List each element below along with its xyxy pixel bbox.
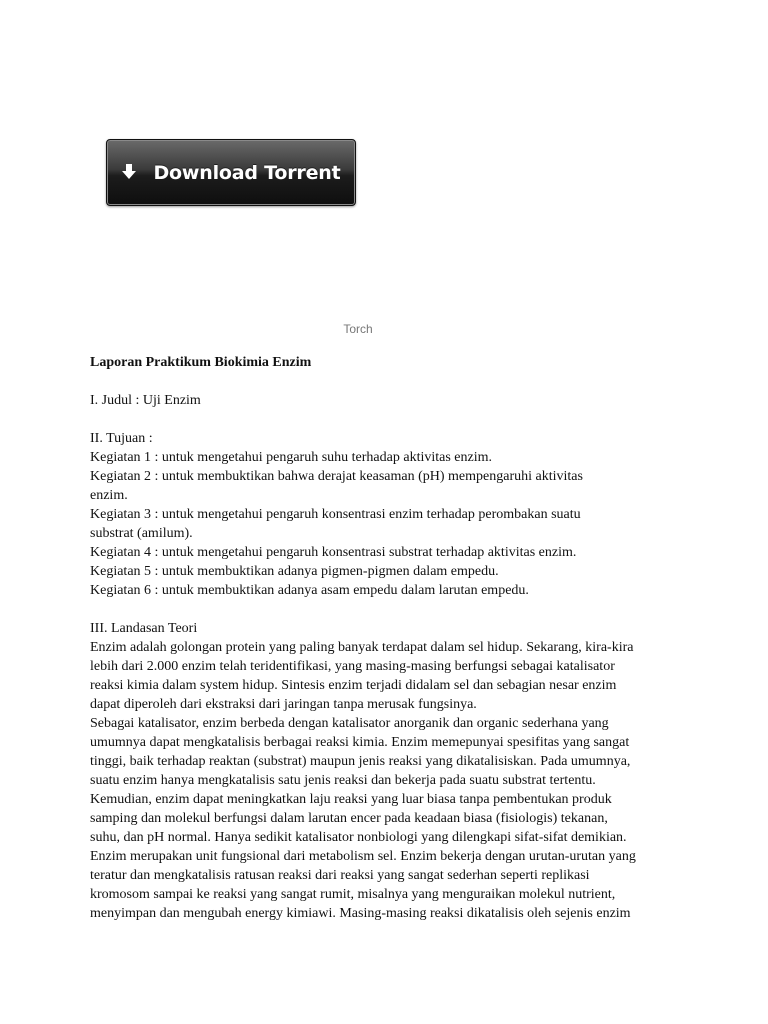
download-torrent-button[interactable]	[106, 139, 356, 206]
text-line: reaksi kimia dalam system hidup. Sintesis enzim terjadi didalam sel dan sebagian nesar enzim	[90, 678, 617, 693]
document-body	[90, 353, 690, 923]
text-line: Kegiatan 2 : untuk membuktikan bahwa derajat keasaman (pH) mempengaruhi aktivitas	[90, 469, 583, 484]
text-line: Kegiatan 6 : untuk membuktikan adanya asam empedu dalam larutan empedu.	[90, 583, 529, 598]
text-line: Kegiatan 1 : untuk mengetahui pengaruh suhu terhadap aktivitas enzim.	[90, 450, 492, 465]
text-line: Kegiatan 4 : untuk mengetahui pengaruh konsentrasi substrat terhadap aktivitas enzim.	[90, 545, 577, 560]
text-line: lebih dari 2.000 enzim telah teridentifikasi, yang masing-masing berfungsi sebagai katalisator	[90, 659, 615, 674]
tujuan-heading: II. Tujuan :	[90, 431, 153, 446]
text-line: samping dan molekul berfungsi dalam larutan encer pada keadaan biasa (fisiologis) tekanan,	[90, 811, 608, 826]
download-torrent-label: Download Torrent	[153, 161, 341, 184]
text-line: menyimpan dan mengubah energy kimiawi. Masing-masing reaksi dikatalisis oleh sejenis enzim	[90, 906, 631, 921]
arrow-down-icon	[121, 163, 137, 181]
text-line: Kegiatan 3 : untuk mengetahui pengaruh konsentrasi enzim terhadap perombakan suatu	[90, 507, 581, 522]
text-line: kromosom sampai ke reaksi yang sangat rumit, misalnya yang menguraikan molekul nutrient,	[90, 887, 616, 902]
text-line: umumnya dapat mengkatalisis berbagai reaksi kimia. Enzim memepunyai spesifitas yang sangat	[90, 735, 630, 750]
text-line: enzim.	[90, 488, 128, 503]
text-line: dapat diperoleh dari ekstraksi dari jaringan tanpa merusak fungsinya.	[90, 697, 477, 712]
text-line: Enzim merupakan unit fungsional dari metabolism sel. Enzim bekerja dengan urutan-urutan yang	[90, 849, 636, 864]
landasan-paragraph	[90, 638, 690, 923]
document-title: Laporan Praktikum Biokimia Enzim	[90, 355, 312, 370]
text-line: suhu, dan pH normal. Hanya sedikit katalisator nonbiologi yang dilengkapi sifat-sifat demikian.	[90, 830, 627, 845]
landasan-heading: III. Landasan Teori	[90, 621, 198, 636]
text-line: Kemudian, enzim dapat meningkatkan laju reaksi yang luar biasa tanpa pembentukan produk	[90, 792, 612, 807]
text-line: teratur dan mengkatalisis ratusan reaksi dari reaksi yang sangat sederhan seperti replikasi	[90, 868, 590, 883]
text-line: tinggi, baik terhadap reaktan (substrat) maupun jenis reaksi yang dikatalisiskan. Pada umumnya,	[90, 754, 631, 769]
judul-line: I. Judul : Uji Enzim	[90, 393, 201, 408]
text-line: Kegiatan 5 : untuk membuktikan adanya pigmen-pigmen dalam empedu.	[90, 564, 499, 579]
text-line: suatu enzim hanya mengkatalisis satu jenis reaksi dan bekerja pada suatu substrat tertentu.	[90, 773, 596, 788]
text-line: Enzim adalah golongan protein yang paling banyak terdapat dalam sel hidup. Sekarang, kira-kira	[90, 640, 634, 655]
text-line: substrat (amilum).	[90, 526, 193, 541]
text-line: Sebagai katalisator, enzim berbeda dengan katalisator anorganik dan organic sederhana yang	[90, 716, 609, 731]
tujuan-list	[90, 448, 690, 600]
image-caption: Torch	[343, 322, 373, 336]
